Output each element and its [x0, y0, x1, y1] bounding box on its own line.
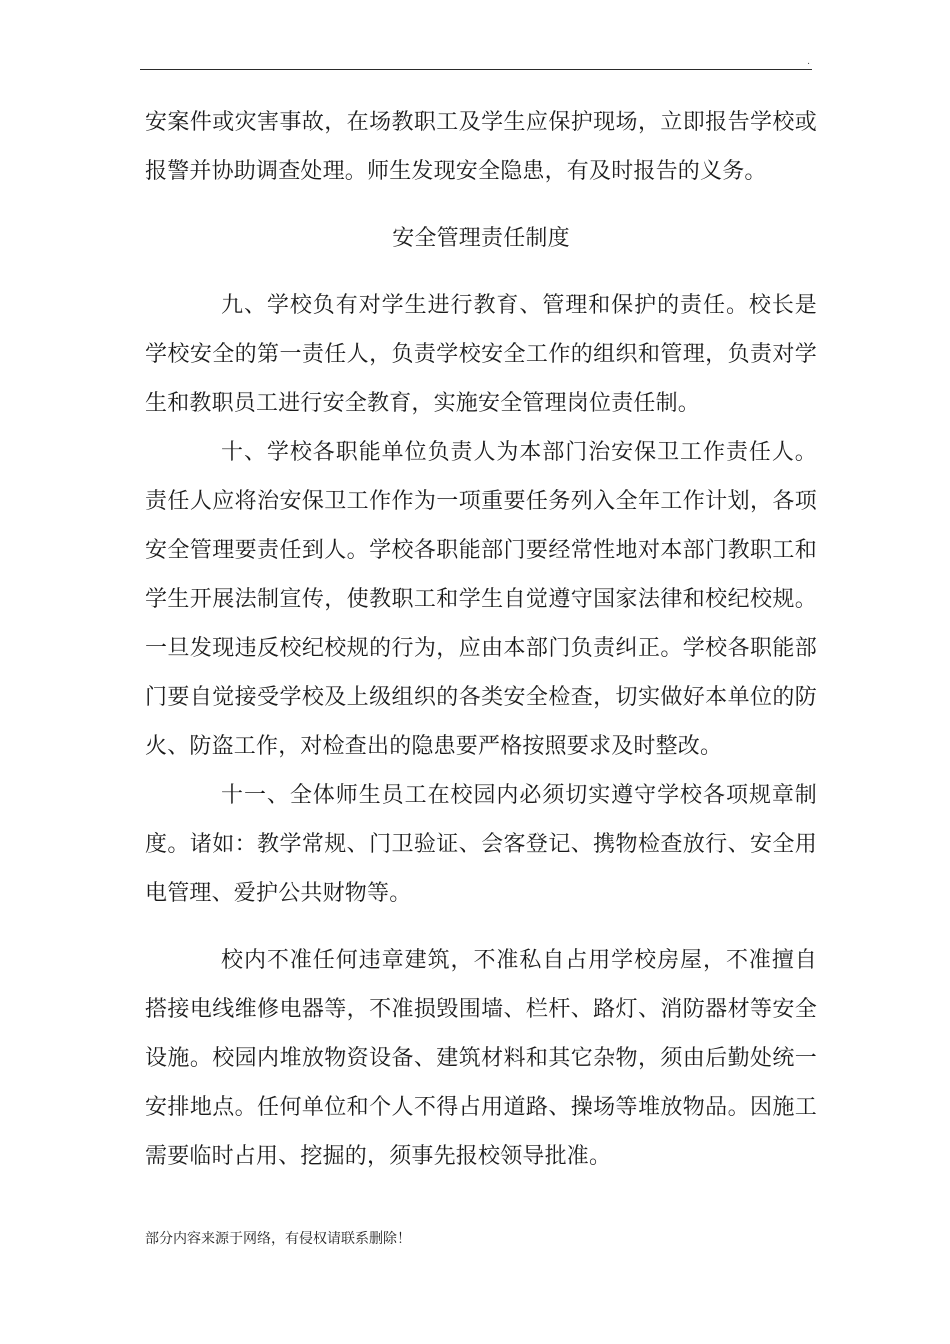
- paragraph-article-11: 十一、全体师生员工在校园内必须切实遵守学校各项规章制度。诸如：教学常规、门卫验证、会客登记、携物检查放行、安全用电管理、爱护公共财物等。: [145, 783, 817, 906]
- paragraph-construction-rules: 校内不准任何违章建筑，不准私自占用学校房屋，不准擅自搭接电线维修电器等，不准损毁围墙、栏杆、路灯、消防器材等安全设施。校园内堆放物资设备、建筑材料和其它杂物，须由后勤处统一安排地点。任何单位和个人不得占用道路、操场等堆放物品。因施工需要临时占用、挖掘的，须事先报校领导批准。: [145, 948, 817, 1169]
- paragraph-continuation: 安案件或灾害事故，在场教职工及学生应保护现场，立即报告学校或报警并协助调查处理。师生发现安全隐患，有及时报告的义务。: [145, 110, 817, 184]
- header-mark: .: [807, 57, 810, 67]
- footer-disclaimer: 部分内容来源于网络，有侵权请联系删除！: [145, 1231, 411, 1247]
- header-rule: [140, 69, 812, 70]
- document-body: [145, 98, 817, 1181]
- section-heading: 安全管理责任制度: [392, 226, 570, 251]
- paragraph-article-9: 九、学校负有对学生进行教育、管理和保护的责任。校长是学校安全的第一责任人，负责学校安全工作的组织和管理，负责对学生和教职员工进行安全教育，实施安全管理岗位责任制。: [145, 293, 817, 416]
- paragraph-article-10: 十、学校各职能单位负责人为本部门治安保卫工作责任人。责任人应将治安保卫工作作为一项重要任务列入全年工作计划，各项安全管理要责任到人。学校各职能部门要经常性地对本部门教职工和学生开展法制宣传，使教职工和学生自觉遵守国家法律和校纪校规。一旦发现违反校纪校规的行为，应由本部门负责纠正。学校各职能部门要自觉接受学校及上级组织的各类安全检查，切实做好本单位的防火、防盗工作，对检查出的隐患要严格按照要求及时整改。: [145, 440, 817, 759]
